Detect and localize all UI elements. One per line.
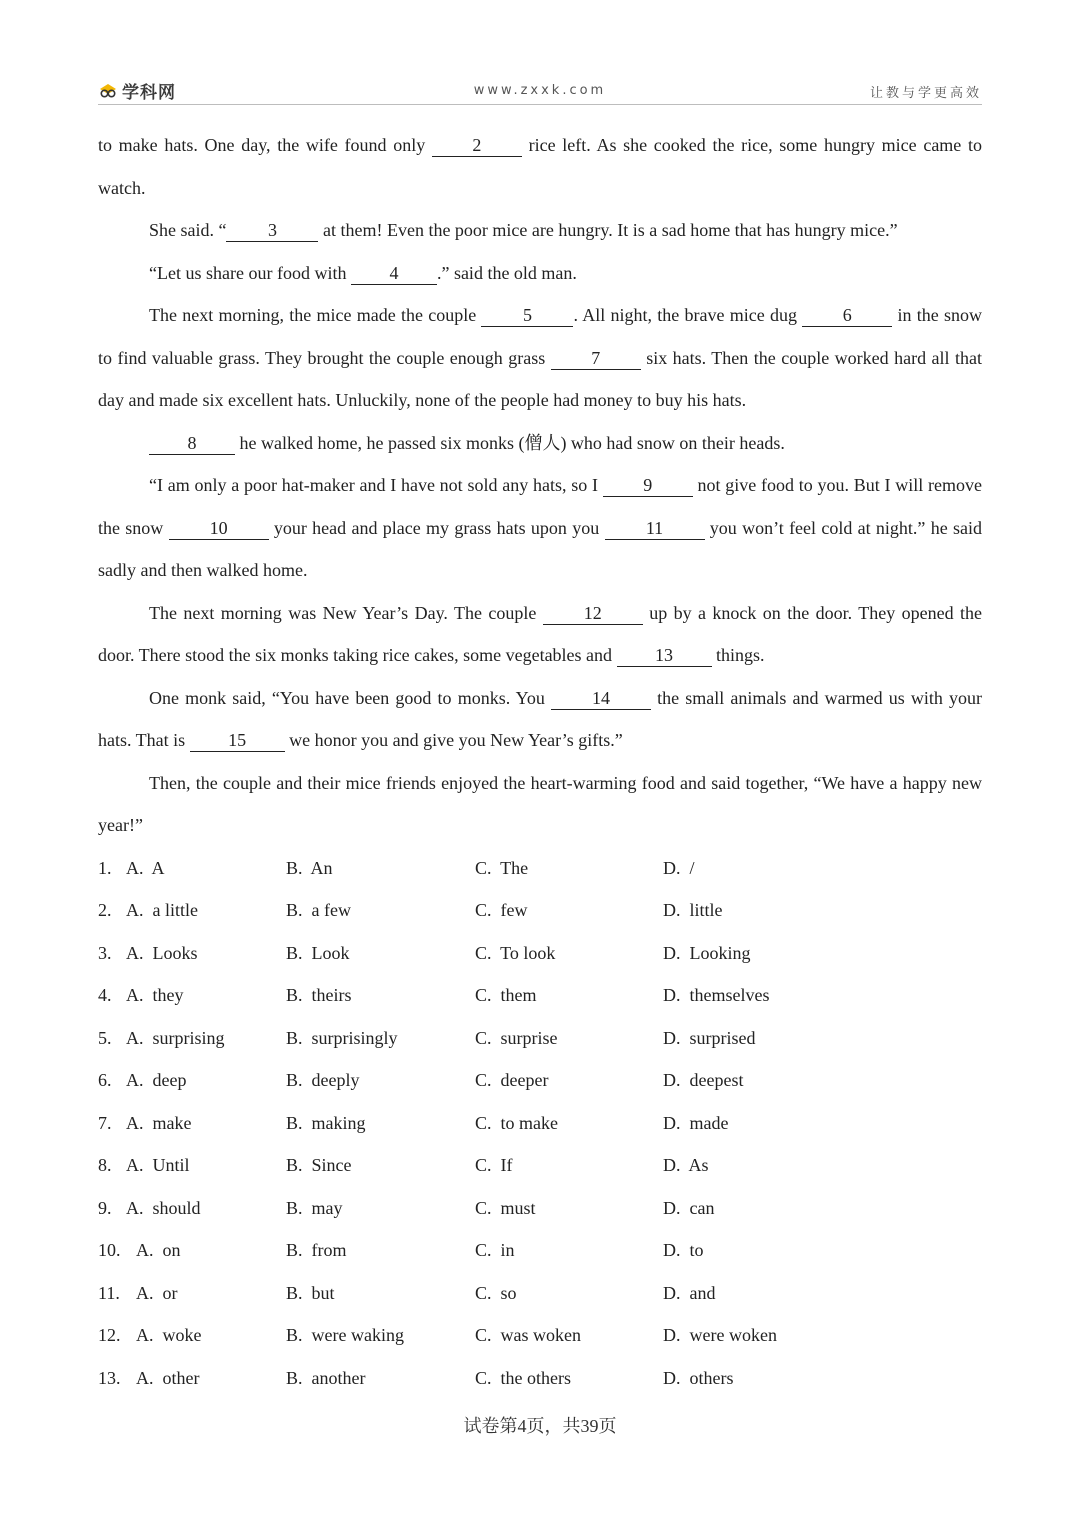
option-c: C. To look: [475, 942, 556, 963]
option-b: B. Look: [286, 942, 350, 963]
option-d: D. As: [663, 1155, 709, 1175]
page-footer: 试卷第4页，共39页: [463, 1416, 617, 1436]
blank-10: 10: [169, 517, 269, 540]
question-row: 12. A. woke B. were waking C. was woken D. were woken: [98, 1325, 777, 1345]
paragraph-6: “I am only a poor hat-maker and I have not sold any hats, so I 9 not give food to you. But I will remove the snow 10 your head and place my grass hats upon you 11 you won’t feel cold at night.” he said sadly and then walked home.: [98, 475, 982, 580]
option-a: A. or: [136, 1282, 178, 1303]
option-a: A. deep: [126, 1070, 187, 1090]
question-row: 11. A. or B. but C. so D. and: [98, 1282, 716, 1303]
option-b: B. from: [286, 1240, 347, 1260]
option-a: A. they: [126, 985, 184, 1005]
question-row: 7. A. make B. making C. to make D. made: [98, 1112, 729, 1133]
question-row: 9. A. should B. may C. must D. can: [98, 1197, 715, 1218]
blank-11: 11: [605, 517, 705, 540]
option-d: D. surprised: [663, 1027, 756, 1048]
option-c: C. so: [475, 1282, 517, 1303]
site-url: www.zxxk.com: [473, 83, 607, 98]
blank-8: 8: [149, 432, 235, 455]
option-d: D. others: [663, 1367, 734, 1388]
question-row: 2. A. a little B. a few C. few D. little: [98, 900, 723, 920]
page-header: [98, 76, 982, 105]
option-b: B. but: [286, 1282, 335, 1303]
option-c: C. deeper: [475, 1070, 549, 1090]
option-b: B. Since: [286, 1155, 352, 1175]
blank-5: 5: [481, 304, 573, 327]
option-a: A. other: [136, 1367, 200, 1388]
option-a: A. a little: [126, 900, 198, 920]
option-a: A. Looks: [126, 942, 198, 963]
paragraph-7: The next morning was New Year’s Day. The couple 12 up by a knock on the door. They opened the door. There stood the six monks taking rice cakes, some vegetables and 13 things.: [98, 602, 982, 665]
question-row: 3. A. Looks B. Look C. To look D. Looking: [98, 942, 751, 963]
option-c: C. If: [475, 1155, 513, 1175]
option-d: D. to: [663, 1240, 704, 1260]
option-c: C. few: [475, 900, 528, 920]
option-b: B. another: [286, 1367, 366, 1388]
blank-3: 3: [226, 219, 318, 242]
option-c: C. them: [475, 985, 537, 1005]
option-b: B. deeply: [286, 1070, 360, 1090]
option-a: A. A: [126, 857, 165, 878]
paragraph-9: Then, the couple and their mice friends enjoyed the heart-warming food and said together, “We have a happy new year!”: [98, 772, 982, 835]
paragraph-2: She said. “ 3 at them! Even the poor mice are hungry. It is a sad home that has hungry mice.”: [149, 220, 898, 240]
option-b: B. An: [286, 857, 333, 878]
paragraph-3: “Let us share our food with 4 .” said the old man.: [149, 262, 577, 283]
option-d: D. and: [663, 1282, 716, 1303]
option-c: C. The: [475, 857, 529, 878]
option-d: D. can: [663, 1197, 715, 1218]
question-row: 10. A. on B. from C. in D. to: [98, 1240, 704, 1260]
question-row: 1. A. A B. An C. The D. /: [98, 857, 695, 878]
option-d: D. /: [663, 857, 695, 878]
question-list: [98, 847, 982, 1400]
option-c: C. was woken: [475, 1325, 581, 1345]
question-row: 8. A. Until B. Since C. If D. As: [98, 1155, 709, 1175]
option-d: D. deepest: [663, 1070, 744, 1090]
option-c: C. to make: [475, 1112, 558, 1133]
option-b: B. were waking: [286, 1325, 404, 1345]
blank-9: 9: [603, 474, 693, 497]
option-b: B. surprisingly: [286, 1027, 398, 1048]
slogan: 让教与学更高效: [869, 86, 982, 101]
blank-14: 14: [551, 687, 651, 710]
question-row: 5. A. surprising B. surprisingly C. surprise D. surprised: [98, 1027, 756, 1048]
paragraph-5: 8 he walked home, he passed six monks (僧人) who had snow on their heads.: [98, 422, 982, 465]
option-b: B. making: [286, 1112, 366, 1133]
blank-7: 7: [551, 347, 641, 370]
paragraph-4: The next morning, the mice made the couple 5 . All night, the brave mice dug 6 in the snow to find valuable grass. They brought the couple enough grass 7 six hats. Then the couple worked hard all that day and made six excellent hats. Unluckily, none of the people had money to buy his hats.: [98, 305, 983, 410]
question-row: 13. A. other B. another C. the others D. others: [98, 1367, 734, 1388]
option-d: D. themselves: [663, 985, 770, 1005]
option-d: D. were woken: [663, 1325, 777, 1345]
option-a: A. surprising: [126, 1027, 225, 1048]
option-c: C. surprise: [475, 1027, 558, 1048]
option-b: B. a few: [286, 900, 351, 920]
logo-text: 学科网: [122, 83, 176, 103]
option-b: B. may: [286, 1197, 343, 1218]
paragraph-1: to make hats. One day, the wife found only 2 rice left. As she cooked the rice, some hungry mice came to watch.: [98, 135, 982, 198]
blank-15: 15: [190, 729, 285, 752]
option-a: A. Until: [126, 1155, 190, 1175]
option-a: A. on: [136, 1240, 181, 1260]
blank-6: 6: [802, 304, 892, 327]
option-d: D. Looking: [663, 942, 751, 963]
option-a: A. should: [126, 1197, 201, 1218]
blank-4: 4: [351, 262, 437, 285]
page-content: [98, 124, 982, 1399]
blank-13: 13: [617, 644, 712, 667]
option-a: A. woke: [136, 1325, 202, 1345]
option-c: C. must: [475, 1197, 536, 1218]
paragraph-8: One monk said, “You have been good to monks. You 14 the small animals and warmed us with your hats. That is 15 we honor you and give you New Year’s gifts.”: [98, 687, 982, 750]
question-row: 6. A. deep B. deeply C. deeper D. deepest: [98, 1070, 744, 1090]
blank-2: 2: [432, 134, 522, 157]
option-b: B. theirs: [286, 985, 352, 1005]
option-d: D. little: [663, 900, 723, 920]
option-a: A. make: [126, 1112, 192, 1133]
blank-12: 12: [543, 602, 643, 625]
option-d: D. made: [663, 1112, 729, 1133]
question-row: 4. A. they B. theirs C. them D. themselves: [98, 985, 770, 1005]
option-c: C. in: [475, 1240, 515, 1260]
option-c: C. the others: [475, 1367, 571, 1388]
